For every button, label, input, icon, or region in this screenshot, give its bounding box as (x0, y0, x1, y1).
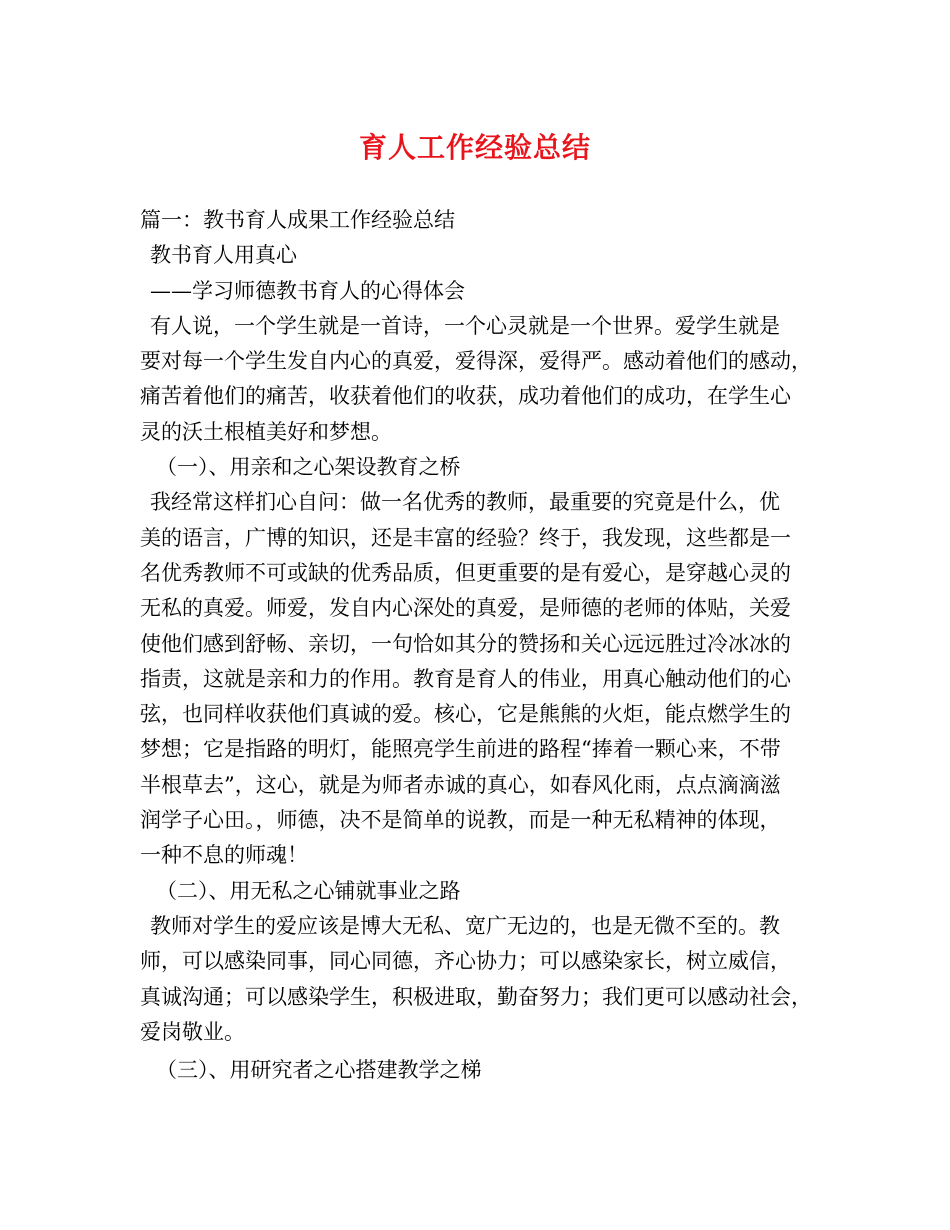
paragraph-line: 指责，这就是亲和力的作用。教育是育人的伟业，用真心触动他们的心 (140, 666, 791, 691)
subtitle-line: 教书育人用真心 (150, 243, 297, 268)
paragraph-line: 要对每一个学生发自内心的真爱，爱得深，爱得严。感动着他们的感动， (140, 349, 812, 374)
paragraph-line: 教师对学生的爱应该是博大无私、宽广无边的，也是无微不至的。教 (150, 913, 780, 938)
subtitle-line: ——学习师德教书育人的心得体会 (150, 278, 465, 303)
paragraph-line: 爱岗敬业。 (140, 1019, 245, 1044)
document-body (140, 203, 818, 1088)
paragraph-line: 我经常这样扪心自问：做一名优秀的教师，最重要的究竟是什么，优 (150, 490, 780, 515)
paragraph-line: 美的语言，广博的知识，还是丰富的经验？终于，我发现，这些都是一 (140, 525, 791, 550)
paragraph-line: 师，可以感染同事，同心同德，齐心协力；可以感染家长，树立威信， (140, 949, 791, 974)
paragraph-line: 名优秀教师不可或缺的优秀品质，但更重要的是有爱心，是穿越心灵的 (140, 560, 791, 585)
subsection-heading: （三）、用研究者之心搭建教学之梯 (156, 1058, 482, 1083)
paragraph-line: 有人说，一个学生就是一首诗，一个心灵就是一个世界。爱学生就是 (150, 313, 780, 338)
subsection-heading: （二）、用无私之心铺就事业之路 (156, 878, 461, 903)
section-heading: 篇一：教书育人成果工作经验总结 (140, 208, 455, 232)
document-title: 育人工作经验总结 (358, 131, 591, 164)
paragraph-line: 一种不息的师魂！ (140, 843, 308, 868)
paragraph-line: 灵的沃土根植美好和梦想。 (140, 419, 392, 444)
paragraph-line: 半根草去”，这心，就是为师者赤诚的真心，如春风化雨，点点滴滴滋 (140, 772, 781, 797)
paragraph-line: 润学子心田。，师德，决不是简单的说教，而是一种无私精神的体现， (140, 808, 781, 833)
paragraph-line: 使他们感到舒畅、亲切，一句恰如其分的赞扬和关心远远胜过冷冰冰的 (140, 631, 791, 656)
paragraph-line: 弦，也同样收获他们真诚的爱。核心，它是熊熊的火炬，能点燃学生的 (140, 702, 791, 727)
paragraph-line: 无私的真爱。师爱，发自内心深处的真爱，是师德的老师的体贴，关爱 (140, 596, 791, 621)
paragraph-line: 真诚沟通；可以感染学生，积极进取，勤奋努力；我们更可以感动社会， (140, 984, 812, 1009)
paragraph-line: 梦想；它是指路的明灯，能照亮学生前进的路程“捧着一颗心来，不带 (140, 737, 781, 762)
paragraph-line: 痛苦着他们的痛苦，收获着他们的收获，成功着他们的成功，在学生心 (140, 384, 791, 409)
subsection-heading: （一）、用亲和之心架设教育之桥 (156, 455, 461, 480)
